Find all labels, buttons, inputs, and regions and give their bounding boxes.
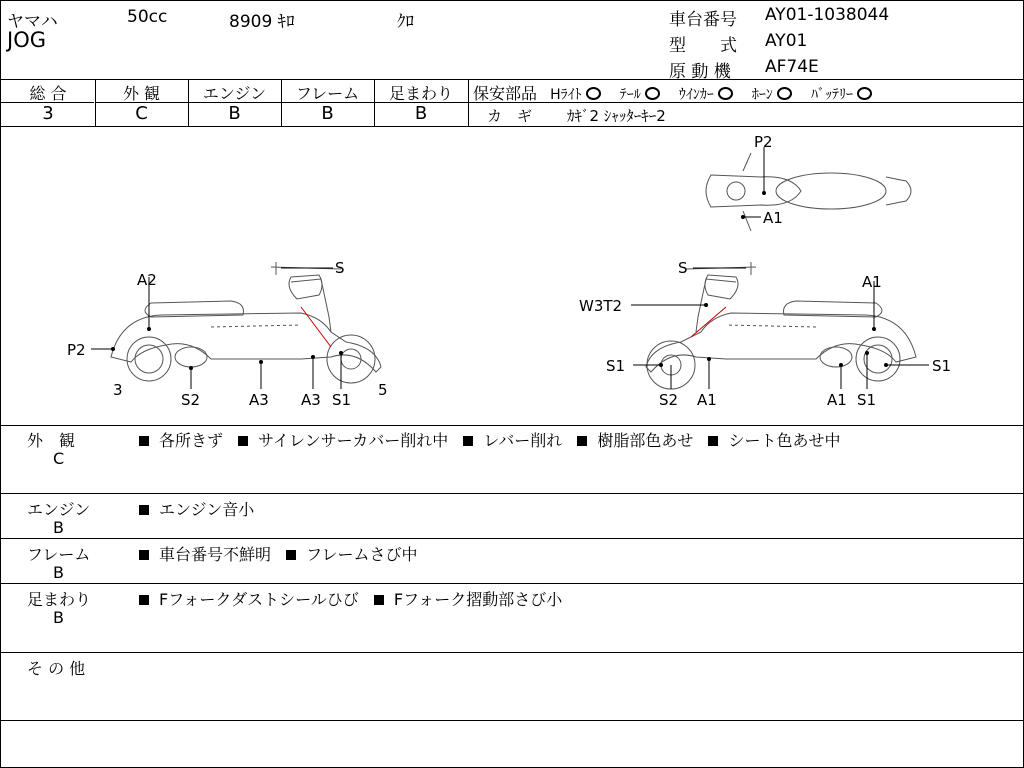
section-grade-engine: B bbox=[53, 518, 64, 537]
grade-suspension: B bbox=[414, 103, 428, 124]
safety-item-headlight: Hﾗｲﾄ bbox=[550, 87, 582, 103]
bullet-icon bbox=[139, 436, 149, 446]
diagram-label: A1 bbox=[862, 273, 882, 291]
notes-suspension bbox=[137, 587, 562, 610]
bullet-icon bbox=[286, 550, 296, 560]
frame-no-label: 車台番号 bbox=[669, 10, 737, 30]
mileage: 8909 ｷﾛ bbox=[229, 12, 295, 32]
diagram-label: S bbox=[335, 259, 345, 277]
engine-value: AF74E bbox=[765, 57, 819, 77]
key-label: カ ギ bbox=[487, 107, 533, 125]
section-label-other: そ の 他 bbox=[27, 659, 86, 678]
engine-label: 原 動 機 bbox=[669, 62, 731, 82]
safety-row bbox=[473, 81, 876, 104]
note-item: サイレンサーカバー削れ中 bbox=[258, 431, 449, 450]
safety-item-horn: ﾎｰﾝ bbox=[751, 87, 773, 103]
maker: ヤマハ bbox=[7, 12, 58, 32]
diagram-label: S bbox=[678, 259, 688, 277]
diagram-label: S1 bbox=[857, 391, 877, 409]
grade-header-engine: エンジン bbox=[202, 84, 267, 103]
diagram-label: S1 bbox=[606, 357, 626, 375]
displacement: 50cc bbox=[127, 7, 168, 27]
color: ｸﾛ bbox=[397, 12, 414, 32]
ok-circle-icon bbox=[857, 87, 872, 100]
diagram-label: A1 bbox=[763, 209, 783, 227]
grade-header-total: 総 合 bbox=[29, 84, 67, 103]
diagram-label: S1 bbox=[332, 391, 352, 409]
bullet-icon bbox=[463, 436, 473, 446]
note-item: 各所きず bbox=[159, 431, 224, 450]
section-label-exterior: 外 観 bbox=[27, 431, 76, 450]
type-value: AY01 bbox=[765, 31, 808, 51]
diagram-label: 3 bbox=[113, 381, 123, 399]
safety-label: 保安部品 bbox=[473, 84, 538, 103]
note-item: 車台番号不鮮明 bbox=[159, 545, 272, 564]
section-label-engine: エンジン bbox=[27, 500, 91, 519]
key-value: ｶｷﾞ2 ｼｬｯﾀｰｷｰ2 bbox=[567, 107, 666, 125]
diagram-label: A3 bbox=[301, 391, 321, 409]
diagram-label: S2 bbox=[659, 391, 679, 409]
notes-engine bbox=[137, 497, 254, 520]
diagram-label: S2 bbox=[181, 391, 201, 409]
note-item: エンジン音小 bbox=[159, 500, 255, 519]
section-label-frame: フレーム bbox=[27, 545, 91, 564]
note-item: レバー削れ bbox=[483, 431, 563, 450]
bullet-icon bbox=[577, 436, 587, 446]
note-item: 樹脂部色あせ bbox=[597, 431, 694, 450]
diagram-label: S1 bbox=[932, 357, 952, 375]
section-grade-exterior: C bbox=[53, 449, 65, 468]
diagram-label: W3T2 bbox=[579, 297, 623, 315]
diagram-label: P2 bbox=[754, 133, 773, 151]
diagram-label: A1 bbox=[697, 391, 717, 409]
notes-exterior bbox=[137, 428, 840, 451]
diagram-label: A1 bbox=[827, 391, 847, 409]
damage-diagram bbox=[1, 127, 1023, 425]
safety-item-winker: ｳｲﾝｶｰ bbox=[678, 87, 714, 103]
grade-header-exterior: 外 観 bbox=[122, 84, 161, 103]
diagram-label: A2 bbox=[137, 271, 157, 289]
safety-item-tail: ﾃｰﾙ bbox=[619, 87, 641, 103]
note-item: シート色あせ中 bbox=[728, 431, 841, 450]
bullet-icon bbox=[238, 436, 248, 446]
note-item: Fフォーク摺動部さび小 bbox=[393, 590, 563, 609]
bullet-icon bbox=[374, 595, 384, 605]
grade-frame: B bbox=[321, 103, 334, 124]
section-grade-suspension: B bbox=[53, 608, 64, 627]
ok-circle-icon bbox=[586, 87, 601, 100]
bullet-icon bbox=[139, 595, 149, 605]
note-item: フレームさび中 bbox=[306, 545, 418, 564]
section-label-suspension: 足まわり bbox=[27, 590, 92, 609]
ok-circle-icon bbox=[718, 87, 733, 100]
grade-total: 3 bbox=[42, 103, 54, 124]
ok-circle-icon bbox=[777, 87, 792, 100]
model-name: JOG bbox=[7, 28, 46, 52]
safety-item-battery: ﾊﾞｯﾃﾘｰ bbox=[811, 87, 854, 103]
grade-engine: B bbox=[228, 103, 241, 124]
grade-header-suspension: 足まわり bbox=[388, 84, 453, 103]
bullet-icon bbox=[708, 436, 718, 446]
grade-exterior: C bbox=[135, 103, 148, 124]
bullet-icon bbox=[139, 505, 149, 515]
frame-no: AY01-1038044 bbox=[765, 5, 890, 25]
section-grade-frame: B bbox=[53, 563, 64, 582]
diagram-label: 5 bbox=[378, 381, 388, 399]
bullet-icon bbox=[139, 550, 149, 560]
diagram-label: P2 bbox=[67, 341, 86, 359]
note-item: Fフォークダストシールひび bbox=[159, 590, 359, 609]
notes-frame bbox=[137, 542, 417, 565]
grade-header-frame: フレーム bbox=[295, 84, 360, 103]
ok-circle-icon bbox=[645, 87, 660, 100]
diagram-label: A3 bbox=[249, 391, 269, 409]
type-label: 型 式 bbox=[669, 36, 737, 56]
